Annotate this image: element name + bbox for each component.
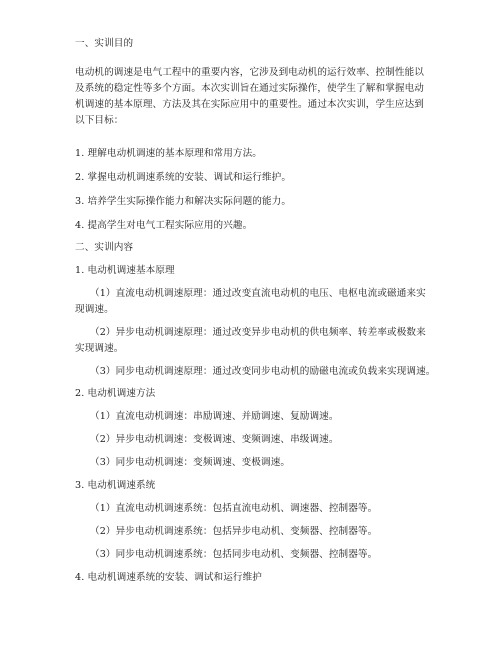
section-heading-content: 二、实训内容 — [75, 242, 134, 253]
intro-line-1: 电动机的调速是电气工程中的重要内容，它涉及到电动机的运行效率、控制性能以 — [75, 67, 424, 78]
content-item-3-title: 3. 电动机调速系统 — [75, 480, 156, 491]
system-item-2: （2）异步电动机调速系统：包括异步电动机、变频器、控制器等。 — [90, 526, 378, 537]
system-item-3: （3）同步电动机调速系统：包括同步电动机、变频器、控制器等。 — [90, 549, 378, 560]
intro-line-3: 机调速的基本原理、方法及其在实际应用中的重要性。通过本次实训，学生应达到 — [75, 99, 424, 110]
intro-line-4: 以下目标： — [75, 115, 124, 126]
principle-async-line-1: （2）异步电动机调速原理：通过改变异步电动机的供电频率、转差率或极数来 — [90, 327, 426, 338]
goal-item-3: 3. 培养学生实际操作能力和解决实际问题的能力。 — [75, 196, 292, 207]
method-item-2: （2）异步电动机调速：变极调速、变频调速、串级调速。 — [90, 434, 339, 445]
goal-item-2: 2. 掌握电动机调速系统的安装、调试和运行维护。 — [75, 172, 292, 183]
section-heading-objectives: 一、实训目的 — [75, 38, 134, 49]
goal-item-1: 1. 理解电动机调速的基本原理和常用方法。 — [75, 148, 262, 159]
principle-sync: （3）同步电动机调速原理：通过改变同步电动机的励磁电流或负载来实现调速。 — [90, 366, 436, 377]
method-item-1: （1）直流电动机调速：串励调速、并励调速、复励调速。 — [90, 411, 339, 422]
goal-item-4: 4. 提高学生对电气工程实际应用的兴趣。 — [75, 220, 253, 231]
method-item-3: （3）同步电动机调速：变频调速、变极调速。 — [90, 457, 291, 468]
principle-dc-line-1: （1）直流电动机调速原理：通过改变直流电动机的电压、电枢电流或磁通来实 — [90, 288, 426, 299]
intro-line-2: 及系统的稳定性等多个方面。本次实训旨在通过实际操作，使学生了解和掌握电动 — [75, 83, 424, 94]
content-item-4-title: 4. 电动机调速系统的安装、调试和运行维护 — [75, 572, 262, 583]
content-item-2-title: 2. 电动机调速方法 — [75, 388, 156, 399]
system-item-1: （1）直流电动机调速系统：包括直流电动机、调速器、控制器等。 — [90, 503, 378, 514]
principle-async-line-2: 实现调速。 — [75, 343, 124, 354]
content-item-1-title: 1. 电动机调速基本原理 — [75, 265, 175, 276]
principle-dc-line-2: 现调速。 — [75, 304, 114, 315]
